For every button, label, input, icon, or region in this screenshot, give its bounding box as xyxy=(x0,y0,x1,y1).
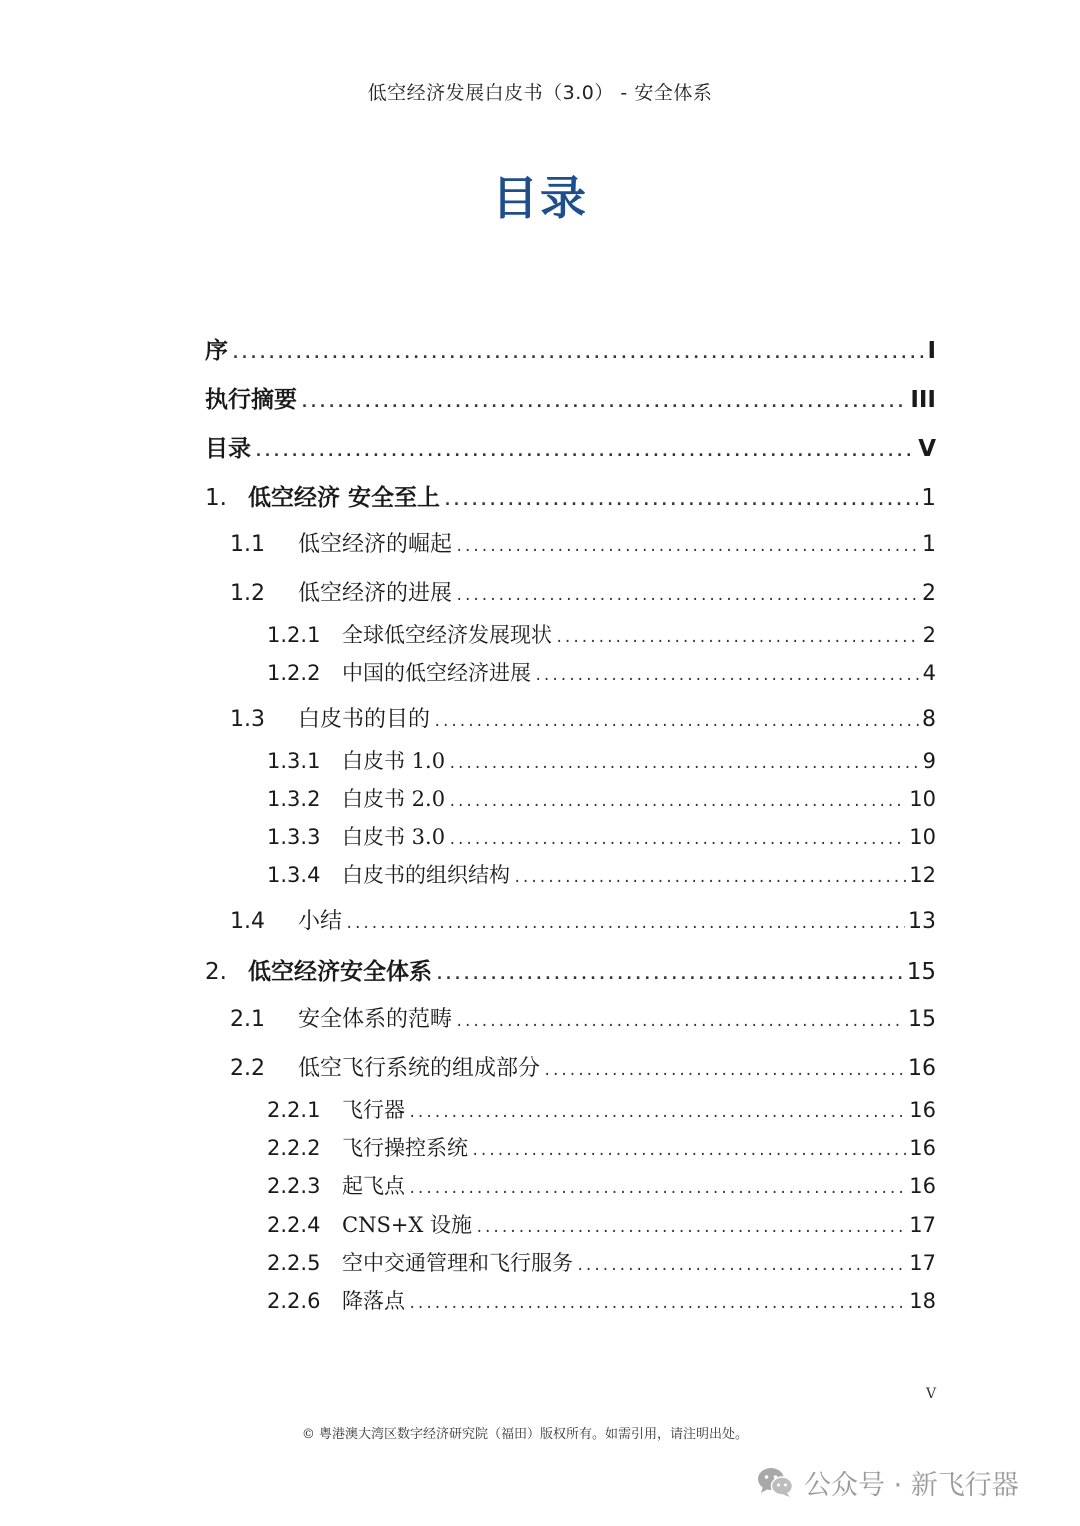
toc-entry-label: 白皮书 2.0 xyxy=(342,787,446,811)
toc-entry[interactable] xyxy=(205,430,936,463)
toc-entry-label: 白皮书的组织结构 xyxy=(342,863,510,887)
dot-leader xyxy=(448,756,920,772)
toc-entry-label: 低空飞行系统的组成部分 xyxy=(298,1056,541,1081)
toc-entry-label: 小结 xyxy=(298,909,343,934)
toc-entry-number: 1.3.1 xyxy=(267,749,321,773)
dot-leader xyxy=(555,630,920,646)
toc-entry-number: 2.2.3 xyxy=(267,1174,321,1198)
toc-entry-page: III xyxy=(910,387,936,413)
toc-entry-page: 10 xyxy=(909,787,936,811)
dot-leader xyxy=(448,794,906,810)
toc-entry[interactable] xyxy=(267,1170,936,1200)
wechat-icon xyxy=(756,1466,794,1498)
dot-leader xyxy=(513,870,906,886)
toc-entry-number: 1.3 xyxy=(230,707,265,732)
toc-entry-label: 全球低空经济发展现状 xyxy=(342,623,552,647)
toc-entry-label: 低空经济安全体系 xyxy=(248,959,432,985)
dot-leader xyxy=(231,344,924,362)
toc-entry-number: 1.3.2 xyxy=(267,787,321,811)
toc-entry[interactable] xyxy=(267,1132,936,1162)
dot-leader xyxy=(443,491,918,509)
toc-entry-label: 空中交通管理和飞行服务 xyxy=(342,1251,573,1275)
dot-leader xyxy=(408,1181,906,1197)
toc-entry[interactable] xyxy=(230,904,936,935)
toc-entry[interactable] xyxy=(267,1209,936,1239)
toc-entry-label: 序 xyxy=(205,338,228,364)
toc-entry[interactable] xyxy=(205,953,936,986)
toc-entry-label: 白皮书 3.0 xyxy=(342,825,446,849)
toc-entry-page: 2 xyxy=(922,581,936,606)
toc-entry-page: 18 xyxy=(909,1289,936,1313)
toc-entry-number: 2. xyxy=(205,959,227,985)
toc-entry[interactable] xyxy=(230,1002,936,1033)
toc-entry-label: 中国的低空经济进展 xyxy=(342,661,531,685)
toc-entry-page: 2 xyxy=(922,623,936,647)
running-header: 低空经济发展白皮书（3.0） - 安全体系 xyxy=(367,82,713,104)
toc-entry[interactable] xyxy=(267,1094,936,1124)
dot-leader xyxy=(254,442,915,460)
toc-entry-number: 2.2.2 xyxy=(267,1136,321,1160)
toc-entry-label: 飞行器 xyxy=(342,1098,405,1122)
watermark-text: 公众号 · 新飞行器 xyxy=(804,1469,1019,1501)
toc-entry-page: 12 xyxy=(909,863,936,887)
toc-entry[interactable] xyxy=(205,381,936,414)
toc-entry-page: 9 xyxy=(922,749,936,773)
dot-leader xyxy=(471,1143,906,1159)
toc-entry-number: 2.2.6 xyxy=(267,1289,321,1313)
toc-entry-label: 低空经济的崛起 xyxy=(298,532,453,557)
toc-entry[interactable] xyxy=(267,859,936,889)
toc-entry-label: 飞行操控系统 xyxy=(342,1136,468,1160)
toc-entry-label: 低空经济 安全至上 xyxy=(248,485,441,511)
toc-entry-number: 2.1 xyxy=(230,1007,265,1032)
toc-entry-number: 1.4 xyxy=(230,909,265,934)
toc-entry[interactable] xyxy=(267,783,936,813)
toc-entry[interactable] xyxy=(267,821,936,851)
toc-entry-label: 起飞点 xyxy=(342,1174,405,1198)
toc-entry-number: 1.2.2 xyxy=(267,661,321,685)
toc-entry-page: 17 xyxy=(909,1213,936,1237)
toc-entry-page: 1 xyxy=(921,485,936,511)
toc-entry-number: 2.2.1 xyxy=(267,1098,321,1122)
toc-entry-number: 1. xyxy=(205,485,227,511)
toc-entry-page: 1 xyxy=(922,532,936,557)
toc-entry-page: V xyxy=(918,436,936,462)
copyright-footer: © 粤港澳大湾区数字经济研究院（福田）版权所有。如需引用，请注明出处。 xyxy=(301,1427,749,1442)
dot-leader xyxy=(433,714,919,730)
toc-entry-number: 1.3.3 xyxy=(267,825,321,849)
toc-entry-page: 16 xyxy=(909,1136,936,1160)
toc-entry[interactable] xyxy=(205,479,936,512)
toc-entry-number: 1.1 xyxy=(230,532,265,557)
dot-leader xyxy=(408,1296,906,1312)
toc-entry-page: 15 xyxy=(906,959,936,985)
toc-entry-page: 16 xyxy=(908,1056,936,1081)
toc-entry-number: 2.2 xyxy=(230,1056,265,1081)
toc-entry-page: I xyxy=(927,338,936,364)
dot-leader xyxy=(435,965,904,983)
page-title: 目录 xyxy=(492,171,588,225)
toc-entry[interactable] xyxy=(267,1285,936,1315)
toc-entry-page: 17 xyxy=(909,1251,936,1275)
dot-leader xyxy=(475,1220,906,1236)
watermark xyxy=(756,1462,1019,1502)
toc-entry-page: 13 xyxy=(908,909,936,934)
toc-entry[interactable] xyxy=(267,745,936,775)
dot-leader xyxy=(576,1258,906,1274)
toc-entry[interactable] xyxy=(267,657,936,687)
toc-entry-label: 白皮书的目的 xyxy=(298,707,431,732)
toc-entry[interactable] xyxy=(267,1247,936,1277)
toc-entry-number: 1.2.1 xyxy=(267,623,321,647)
toc-entry[interactable] xyxy=(230,702,936,733)
toc-entry[interactable] xyxy=(230,576,936,607)
toc-entry-label: 目录 xyxy=(205,436,251,462)
dot-leader xyxy=(455,1014,905,1030)
toc-entry-number: 2.2.5 xyxy=(267,1251,321,1275)
dot-leader xyxy=(455,588,919,604)
toc-entry[interactable] xyxy=(230,1051,936,1082)
dot-leader xyxy=(345,916,905,932)
dot-leader xyxy=(300,393,907,411)
dot-leader xyxy=(448,832,906,848)
toc-entry[interactable] xyxy=(267,619,936,649)
toc-entry-page: 10 xyxy=(909,825,936,849)
page-number: V xyxy=(926,1386,937,1402)
toc-entry-page: 16 xyxy=(909,1098,936,1122)
toc-entry-page: 16 xyxy=(909,1174,936,1198)
toc-entry-page: 15 xyxy=(908,1007,936,1032)
toc-entry-label: 白皮书 1.0 xyxy=(342,749,446,773)
toc-entry-number: 2.2.4 xyxy=(267,1213,321,1237)
toc-entry[interactable] xyxy=(205,332,936,365)
dot-leader xyxy=(455,539,919,555)
dot-leader xyxy=(534,668,920,684)
toc-entry-label: CNS+X 设施 xyxy=(342,1213,473,1237)
toc-entry-number: 1.3.4 xyxy=(267,863,321,887)
toc-entry-label: 低空经济的进展 xyxy=(298,581,453,606)
toc-entry-page: 4 xyxy=(922,661,936,685)
toc-entry-label: 降落点 xyxy=(342,1289,405,1313)
dot-leader xyxy=(543,1063,905,1079)
dot-leader xyxy=(408,1105,906,1121)
toc-entry-label: 安全体系的范畴 xyxy=(298,1007,453,1032)
toc-entry-page: 8 xyxy=(922,707,936,732)
toc-entry[interactable] xyxy=(230,527,936,558)
toc-entry-label: 执行摘要 xyxy=(205,387,297,413)
toc-entry-number: 1.2 xyxy=(230,581,265,606)
